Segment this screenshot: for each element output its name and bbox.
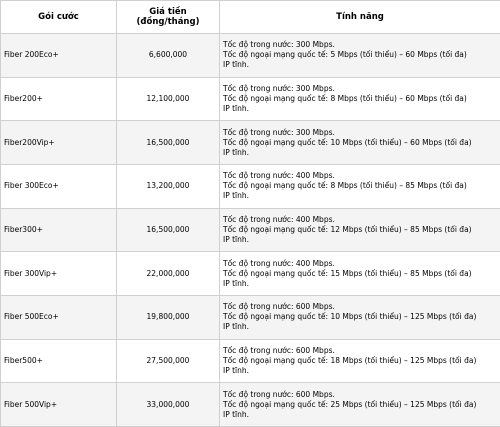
plan-features: [220, 77, 500, 121]
table-row: [1, 77, 500, 121]
feature-line: IP tĩnh.: [223, 366, 500, 376]
header-features: Tính năng: [220, 1, 500, 34]
feature-line: Tốc độ ngoại mạng quốc tế: 8 Mbps (tối thiểu) – 85 Mbps (tối đa): [223, 181, 500, 191]
plan-features: [220, 252, 500, 296]
feature-line: Tốc độ ngoại mạng quốc tế: 8 Mbps (tối thiểu) – 60 Mbps (tối đa): [223, 94, 500, 104]
plan-name: Fiber 300Vip+: [1, 252, 117, 296]
feature-line: IP tĩnh.: [223, 104, 500, 114]
plan-price: 33,000,000: [117, 383, 220, 427]
feature-line: Tốc độ ngoại mạng quốc tế: 10 Mbps (tối thiểu) – 125 Mbps (tối đa): [223, 312, 500, 322]
plan-price: 19,800,000: [117, 295, 220, 339]
table-row: [1, 34, 500, 78]
plan-name: Fiber200+: [1, 77, 117, 121]
feature-line: Tốc độ trong nước: 600 Mbps.: [223, 302, 500, 312]
table-body: [1, 34, 500, 427]
feature-line: Tốc độ ngoại mạng quốc tế: 12 Mbps (tối thiểu) – 85 Mbps (tối đa): [223, 225, 500, 235]
plan-price: 16,500,000: [117, 121, 220, 165]
feature-line: Tốc độ trong nước: 300 Mbps.: [223, 84, 500, 94]
plan-name: Fiber300+: [1, 208, 117, 252]
feature-line: IP tĩnh.: [223, 148, 500, 158]
feature-line: Tốc độ trong nước: 600 Mbps.: [223, 346, 500, 356]
plan-price: 12,100,000: [117, 77, 220, 121]
plan-name: Fiber200Vip+: [1, 121, 117, 165]
feature-line: IP tĩnh.: [223, 279, 500, 289]
plan-price: 27,500,000: [117, 339, 220, 383]
feature-line: IP tĩnh.: [223, 191, 500, 201]
feature-line: IP tĩnh.: [223, 60, 500, 70]
plan-features: [220, 164, 500, 208]
plan-price: 13,200,000: [117, 164, 220, 208]
feature-line: Tốc độ trong nước: 300 Mbps.: [223, 128, 500, 138]
feature-line: Tốc độ ngoại mạng quốc tế: 25 Mbps (tối thiểu) – 125 Mbps (tối đa): [223, 400, 500, 410]
plan-price: 6,600,000: [117, 34, 220, 78]
table-row: [1, 164, 500, 208]
feature-line: Tốc độ trong nước: 600 Mbps.: [223, 390, 500, 400]
plan-features: [220, 34, 500, 78]
table-row: [1, 208, 500, 252]
plan-price: 16,500,000: [117, 208, 220, 252]
table-row: [1, 383, 500, 427]
feature-line: Tốc độ ngoại mạng quốc tế: 10 Mbps (tối thiểu) – 60 Mbps (tối đa): [223, 138, 500, 148]
table-row: [1, 121, 500, 165]
plan-features: [220, 208, 500, 252]
plan-name: Fiber500+: [1, 339, 117, 383]
feature-line: IP tĩnh.: [223, 410, 500, 420]
plan-features: [220, 383, 500, 427]
table-row: [1, 252, 500, 296]
feature-line: Tốc độ ngoại mạng quốc tế: 15 Mbps (tối thiểu) – 85 Mbps (tối đa): [223, 269, 500, 279]
feature-line: Tốc độ trong nước: 400 Mbps.: [223, 215, 500, 225]
feature-line: IP tĩnh.: [223, 322, 500, 332]
plan-name: Fiber 200Eco+: [1, 34, 117, 78]
feature-line: Tốc độ trong nước: 400 Mbps.: [223, 171, 500, 181]
table-row: [1, 295, 500, 339]
feature-line: Tốc độ ngoại mạng quốc tế: 18 Mbps (tối thiểu) – 125 Mbps (tối đa): [223, 356, 500, 366]
feature-line: Tốc độ ngoại mạng quốc tế: 5 Mbps (tối thiểu) – 60 Mbps (tối đa): [223, 50, 500, 60]
feature-line: Tốc độ trong nước: 400 Mbps.: [223, 259, 500, 269]
plan-name: Fiber 500Eco+: [1, 295, 117, 339]
header-price: Giá tiền (đồng/tháng): [117, 1, 220, 34]
table-header-row: [1, 1, 500, 34]
header-plan: Gói cước: [1, 1, 117, 34]
plan-features: [220, 295, 500, 339]
table-row: [1, 339, 500, 383]
plan-price: 22,000,000: [117, 252, 220, 296]
plan-name: Fiber 300Eco+: [1, 164, 117, 208]
plan-features: [220, 121, 500, 165]
feature-line: Tốc độ trong nước: 300 Mbps.: [223, 40, 500, 50]
feature-line: IP tĩnh.: [223, 235, 500, 245]
plan-features: [220, 339, 500, 383]
plan-name: Fiber 500Vip+: [1, 383, 117, 427]
